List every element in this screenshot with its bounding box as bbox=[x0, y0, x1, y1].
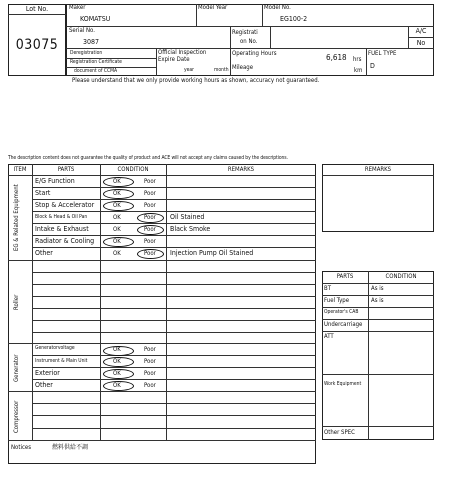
maker-value: KOMATSU bbox=[80, 15, 111, 23]
notices-label: Notices bbox=[11, 444, 32, 451]
registration-label: Registrati bbox=[232, 29, 258, 36]
main-inspection-table bbox=[8, 164, 316, 464]
condition-poor: Poor bbox=[144, 358, 156, 365]
parts-header: PARTS bbox=[336, 273, 354, 280]
fuel-type-label: FUEL TYPE bbox=[368, 50, 397, 57]
mileage-label: Mileage bbox=[232, 64, 254, 71]
section-generator: Generator bbox=[13, 354, 20, 382]
circle-mark bbox=[137, 213, 164, 223]
parts-row-operator-cab: Operator's CAB bbox=[324, 309, 359, 315]
ac-value: No bbox=[416, 39, 426, 47]
part-eg-function: E/G Function bbox=[35, 177, 75, 185]
lot-number: 03075 bbox=[15, 37, 59, 53]
remark-black-smoke: Black Smoke bbox=[170, 225, 211, 233]
condition-ok: OK bbox=[113, 358, 121, 365]
circle-mark bbox=[103, 201, 134, 211]
condition-ok: OK bbox=[113, 202, 121, 209]
official-inspection-label: Official Inspection bbox=[158, 49, 207, 56]
part-stop-accelerator: Stop & Accelerator bbox=[35, 201, 95, 209]
condition-ok: OK bbox=[113, 250, 121, 257]
circle-mark bbox=[103, 177, 134, 187]
operating-hours-label: Operating Hours bbox=[232, 50, 277, 57]
part-radiator-cooling: Radiator & Cooling bbox=[35, 237, 95, 245]
document-ccma-label: document of CCMA bbox=[74, 68, 118, 74]
header-parts: PARTS bbox=[57, 166, 75, 173]
model-no-label: Model No. bbox=[264, 4, 291, 11]
lot-label: Lot No. bbox=[25, 5, 49, 13]
header-condition: CONDITION bbox=[117, 166, 149, 173]
condition-fuel-type: As is bbox=[371, 297, 384, 304]
remark-oil-stained: Oil Stained bbox=[170, 213, 205, 221]
part-start: Start bbox=[35, 189, 51, 197]
maker-label: Maker bbox=[69, 4, 86, 11]
disclaimer: The description content does not guarantee the quality of product and ACE will not accept any claims caused by the descriptions. bbox=[8, 155, 288, 161]
operating-hours-value: 6,618 bbox=[326, 53, 347, 62]
parts-row-other-spec: Other SPEC bbox=[324, 429, 355, 436]
header-remarks: REMARKS bbox=[227, 166, 255, 173]
serial-label: Serial No. bbox=[69, 27, 95, 34]
model-year-label: Model Year bbox=[198, 4, 228, 11]
serial-value: 3087 bbox=[83, 38, 100, 46]
registration-label-2: on No. bbox=[240, 38, 258, 45]
condition-ok: OK bbox=[113, 238, 121, 245]
side-remarks-header: REMARKS bbox=[364, 166, 392, 173]
model-no-value: EG100-2 bbox=[280, 15, 308, 23]
condition-ok: OK bbox=[113, 370, 121, 377]
parts-row-undercarriage: Undercarriage bbox=[324, 321, 363, 328]
condition-poor: Poor bbox=[144, 238, 156, 245]
section-eg-related: EG & Related Equipment bbox=[13, 184, 20, 252]
working-hours-note: Please understand that we only provide working hours as shown, accuracy not guaranteed. bbox=[72, 77, 320, 84]
circle-mark bbox=[103, 189, 134, 199]
part-intake-exhaust: Intake & Exhaust bbox=[35, 225, 89, 233]
hrs-unit: hrs bbox=[353, 56, 362, 63]
circle-mark bbox=[137, 225, 164, 235]
condition-poor: Poor bbox=[144, 382, 156, 389]
circle-mark bbox=[103, 369, 134, 379]
condition-poor: Poor bbox=[144, 346, 156, 353]
condition-poor: Poor bbox=[144, 202, 156, 209]
parts-row-bt: BT bbox=[324, 285, 331, 292]
part-exterior: Exterior bbox=[35, 369, 60, 377]
ac-label: A/C bbox=[415, 27, 427, 35]
month-label: month bbox=[214, 67, 229, 73]
circle-mark bbox=[103, 357, 134, 367]
part-generator-voltage: Generatorvoltage bbox=[35, 345, 75, 351]
circle-mark bbox=[103, 237, 134, 247]
part-block-head-oil-pan: Block & Head & Oil Pan bbox=[35, 214, 88, 220]
circle-mark bbox=[137, 249, 164, 259]
deregistration-label: Deregistration bbox=[70, 50, 103, 56]
km-unit: km bbox=[354, 67, 363, 74]
condition-poor: Poor bbox=[144, 370, 156, 377]
condition-bt: As is bbox=[371, 285, 384, 292]
condition-ok: OK bbox=[113, 190, 121, 197]
condition-poor: Poor bbox=[144, 250, 156, 257]
year-label: year bbox=[184, 67, 195, 73]
condition-ok: OK bbox=[113, 382, 121, 389]
condition-poor: Poor bbox=[144, 226, 156, 233]
parts-row-fuel-type: Fuel Type bbox=[324, 297, 350, 304]
condition-ok: OK bbox=[113, 214, 121, 221]
section-roller: Roller bbox=[13, 294, 20, 310]
part-instrument-main-unit: Instrument & Main Unit bbox=[35, 358, 88, 364]
condition-poor: Poor bbox=[144, 214, 156, 221]
remark-injection-pump: Injection Pump Oil Stained bbox=[170, 249, 254, 257]
registration-certificate-label: Registration Certificate bbox=[70, 59, 122, 65]
condition-ok: OK bbox=[113, 226, 121, 233]
part-generator-other: Other bbox=[35, 381, 53, 389]
header-item: ITEM bbox=[13, 166, 27, 173]
condition-poor: Poor bbox=[144, 178, 156, 185]
circle-mark bbox=[103, 381, 134, 391]
condition-header: CONDITION bbox=[385, 273, 417, 280]
parts-row-att: ATT bbox=[324, 333, 334, 340]
parts-row-work-equipment: Work Equipment bbox=[324, 381, 362, 387]
condition-ok: OK bbox=[113, 346, 121, 353]
notices-value: 燃料供給不調 bbox=[52, 444, 89, 451]
section-compressor: Compressor bbox=[13, 400, 20, 434]
condition-ok: OK bbox=[113, 178, 121, 185]
part-other: Other bbox=[35, 249, 53, 257]
fuel-type-value: D bbox=[370, 62, 375, 70]
expire-date-label: Expire Date bbox=[158, 56, 190, 63]
condition-poor: Poor bbox=[144, 190, 156, 197]
